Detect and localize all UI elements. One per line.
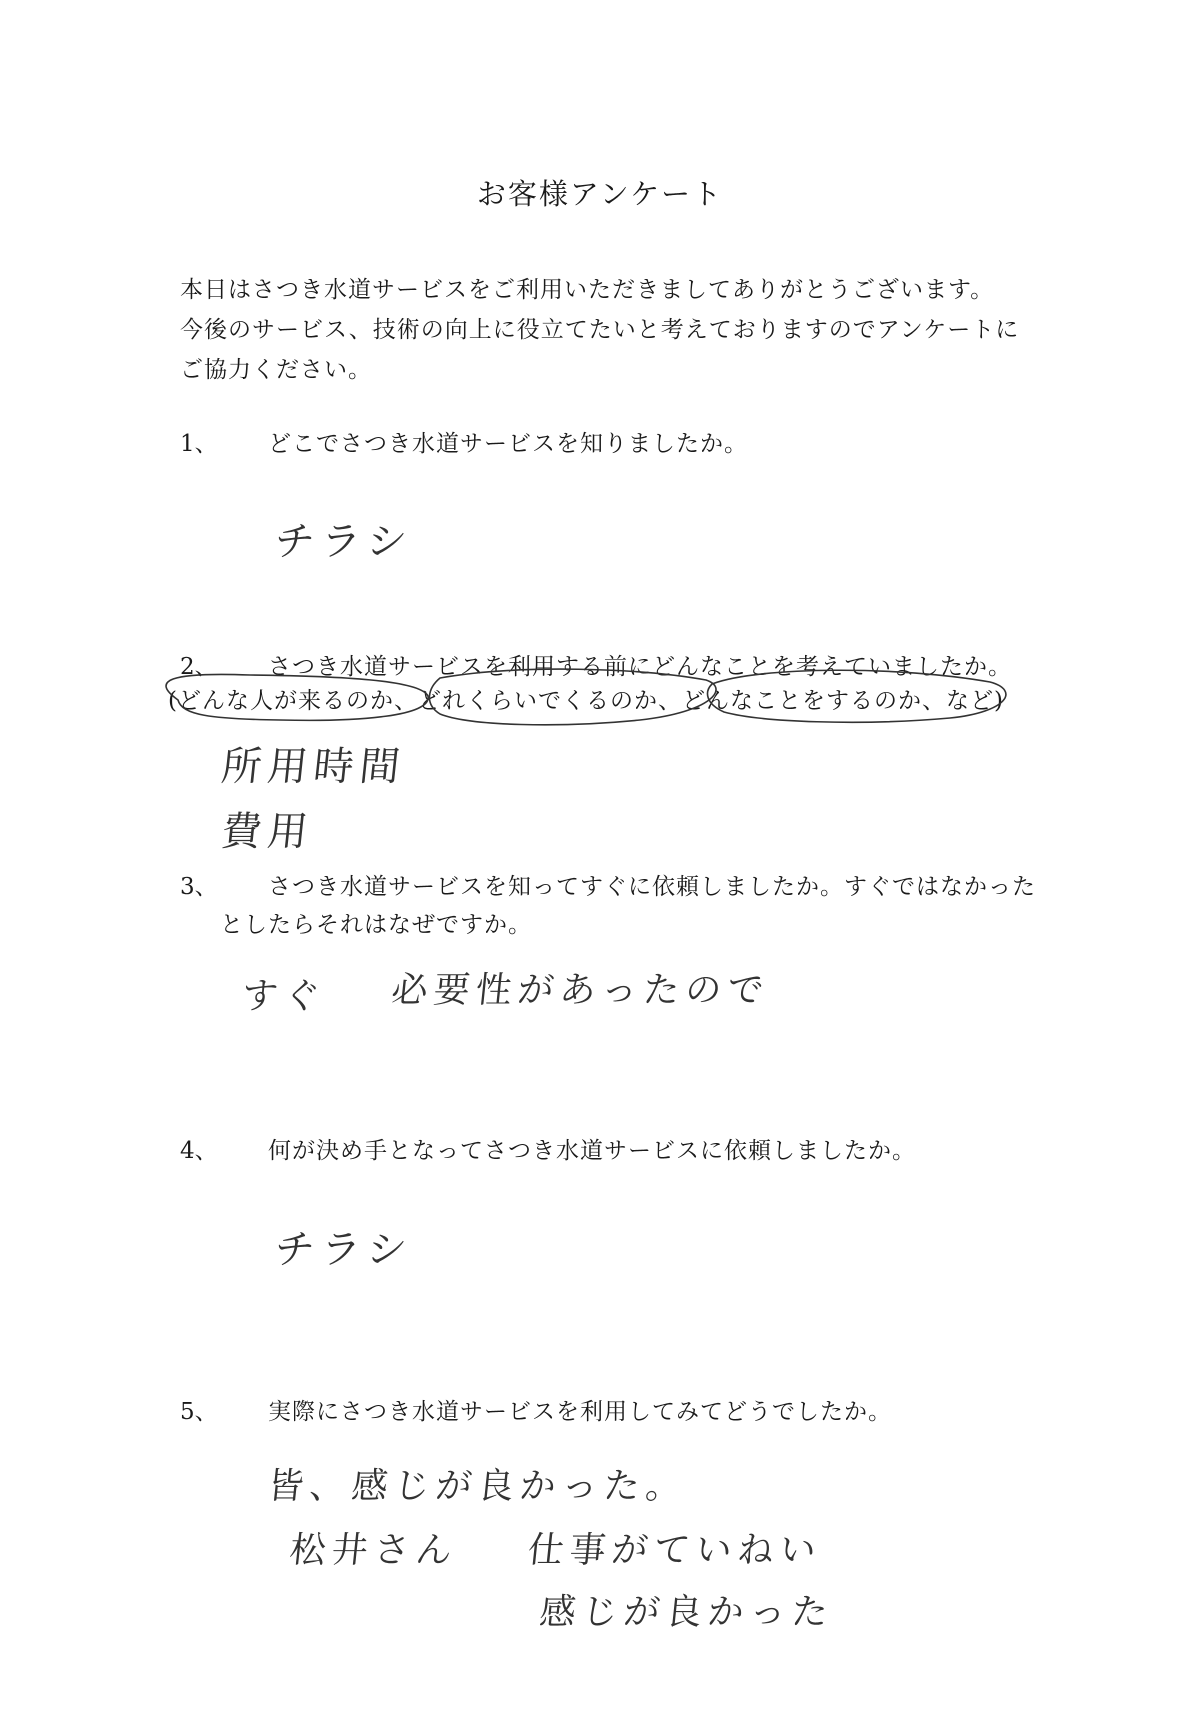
circle-mark-how-long [429,669,716,725]
answer-5-line-3: 感じが良かった [537,1592,836,1633]
answer-1-handwritten: チラシ [272,519,416,565]
question-4-text: 何が決め手となってさつき水道サービスに依頼しましたか。 [268,1138,916,1164]
answer-5-line-2: 仕事がていねい [525,1530,824,1571]
circle-mark-what [708,670,1006,722]
answer-3-part-1: すぐ [239,976,328,1017]
question-2-number: 2、 [180,654,218,680]
answer-4-handwritten: チラシ [272,1227,416,1273]
answer-2-line-2: 費用 [219,809,317,855]
question-3-text-cont: としたらそれはなぜですか。 [220,912,532,938]
intro-text: 本日はさつき水道サービスをご利用いただきましてありがとうございます。 今後のサービス、技術の向上に役立てたいと考えておりますのでアンケートに ご協力ください。 [180,277,1020,383]
question-5-text: 実際にさつき水道サービスを利用してみてどうでしたか。 [268,1399,892,1425]
question-3-number: 3、 [180,874,218,900]
question-5-number: 5、 [180,1399,218,1425]
answer-2-line-1: 所用時間 [219,744,409,790]
question-1-number: 1、 [180,431,218,457]
question-2-hint: (どんな人が来るのか、どれくらいでくるのか、どんなことをするのか、など) [168,688,1004,714]
answer-5-line-1: 皆、感じが良かった。 [265,1466,690,1507]
answer-3-part-2: 必要性があったので [389,970,772,1011]
question-4-number: 4、 [180,1138,218,1164]
question-1-text: どこでさつき水道サービスを知りましたか。 [268,431,748,457]
answer-5-name: 松井さん [287,1530,460,1571]
page-title: お客様アンケート [476,177,724,211]
question-2-text: さつき水道サービスを利用する前にどんなことを考えていましたか。 [268,654,1012,680]
question-3-text: さつき水道サービスを知ってすぐに依頼しましたか。すぐではなかった [268,874,1036,900]
circle-mark-who [166,674,428,720]
